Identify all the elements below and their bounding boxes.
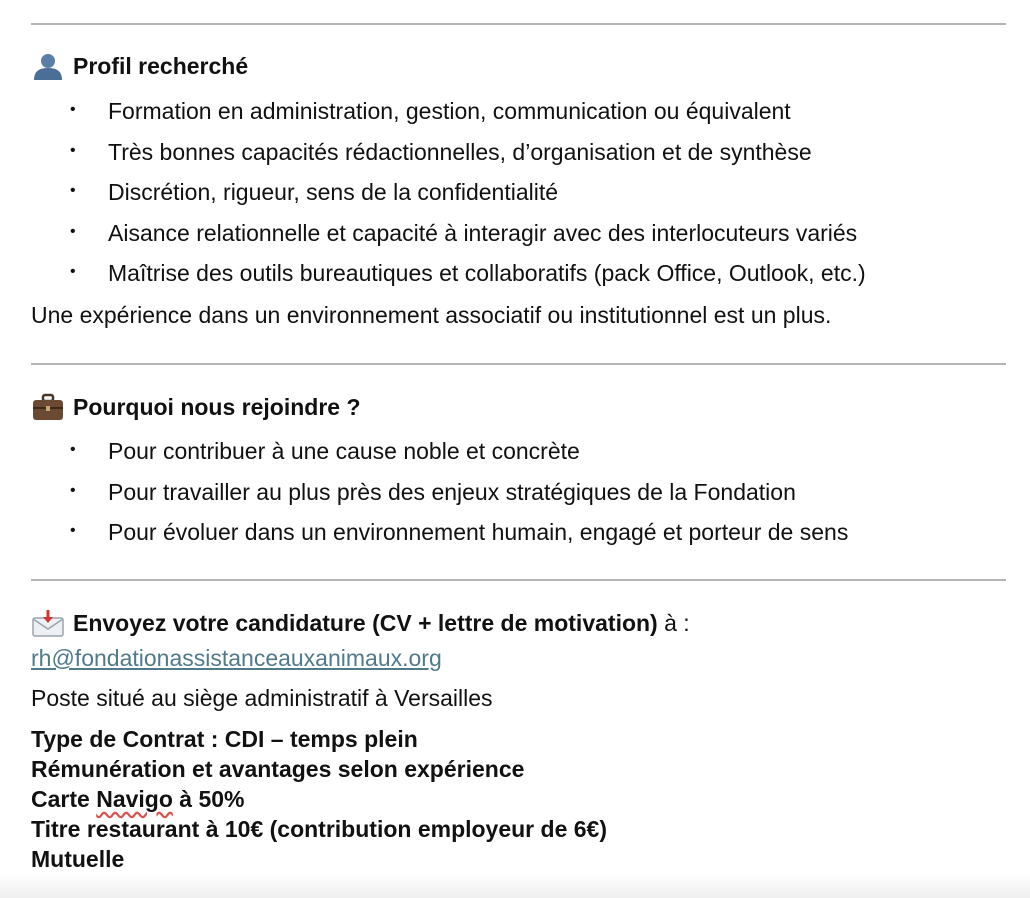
divider-bottom	[31, 579, 1006, 581]
profile-title: Profil recherché	[73, 52, 249, 79]
bullet-dot: •	[70, 223, 76, 240]
bottom-edge	[0, 872, 1030, 898]
bullet-dot: •	[70, 522, 76, 539]
location-text: Poste situé au siège administratif à Versailles	[31, 685, 493, 711]
list-item-text: Aisance relationnelle et capacité à interagir avec des interlocuteurs variés	[108, 220, 858, 246]
list-item	[70, 98, 791, 125]
bullet-dot: •	[70, 182, 76, 199]
list-item	[70, 179, 559, 206]
person-silhouette-icon	[31, 52, 65, 80]
navigo-prefix: Carte	[31, 786, 97, 812]
list-item-text: Pour travailler au plus près des enjeux stratégiques de la Fondation	[108, 479, 796, 505]
why-heading	[31, 393, 361, 421]
apply-title: Envoyez votre candidature (CV + lettre de motivation)	[73, 609, 658, 636]
list-item-text: Maîtrise des outils bureautiques et collaboratifs (pack Office, Outlook, etc.)	[108, 260, 866, 286]
divider-top	[31, 23, 1006, 25]
bullet-dot: •	[70, 101, 76, 118]
list-item	[70, 519, 849, 546]
bullet-dot: •	[70, 142, 76, 159]
list-item-text: Discrétion, rigueur, sens de la confidentialité	[108, 179, 559, 205]
profile-note: Une expérience dans un environnement associatif ou institutionnel est un plus.	[31, 302, 832, 328]
salary-info: Rémunération et avantages selon expérience	[31, 756, 525, 782]
profile-heading	[31, 52, 248, 80]
apply-title-suffix: à :	[657, 609, 690, 636]
briefcase-icon	[31, 393, 65, 421]
apply-heading	[31, 609, 690, 637]
contract-type: Type de Contrat : CDI – temps plein	[31, 726, 418, 752]
list-item-text: Pour contribuer à une cause noble et concrète	[108, 438, 580, 464]
list-item	[70, 438, 580, 465]
bullet-dot: •	[70, 441, 76, 458]
why-title: Pourquoi nous rejoindre ?	[73, 393, 361, 420]
navigo-info	[31, 786, 245, 813]
navigo-word-spellcheck: Navigo	[96, 786, 173, 812]
bullet-dot: •	[70, 482, 76, 499]
insurance-info: Mutuelle	[31, 846, 125, 872]
email-link[interactable]: rh@fondationassistanceauxanimaux.org	[31, 645, 442, 671]
list-item	[70, 260, 866, 287]
list-item	[70, 220, 858, 247]
navigo-suffix: à 50%	[172, 786, 245, 812]
list-item	[70, 139, 812, 166]
envelope-with-arrow-icon	[31, 609, 65, 637]
bullet-dot: •	[70, 263, 76, 280]
meal-voucher-info: Titre restaurant à 10€ (contribution employeur de 6€)	[31, 816, 607, 842]
list-item	[70, 479, 796, 506]
divider-middle	[31, 363, 1006, 365]
list-item-text: Formation en administration, gestion, communication ou équivalent	[108, 98, 791, 124]
list-item-text: Pour évoluer dans un environnement humain, engagé et porteur de sens	[108, 519, 849, 545]
list-item-text: Très bonnes capacités rédactionnelles, d’organisation et de synthèse	[108, 139, 812, 165]
